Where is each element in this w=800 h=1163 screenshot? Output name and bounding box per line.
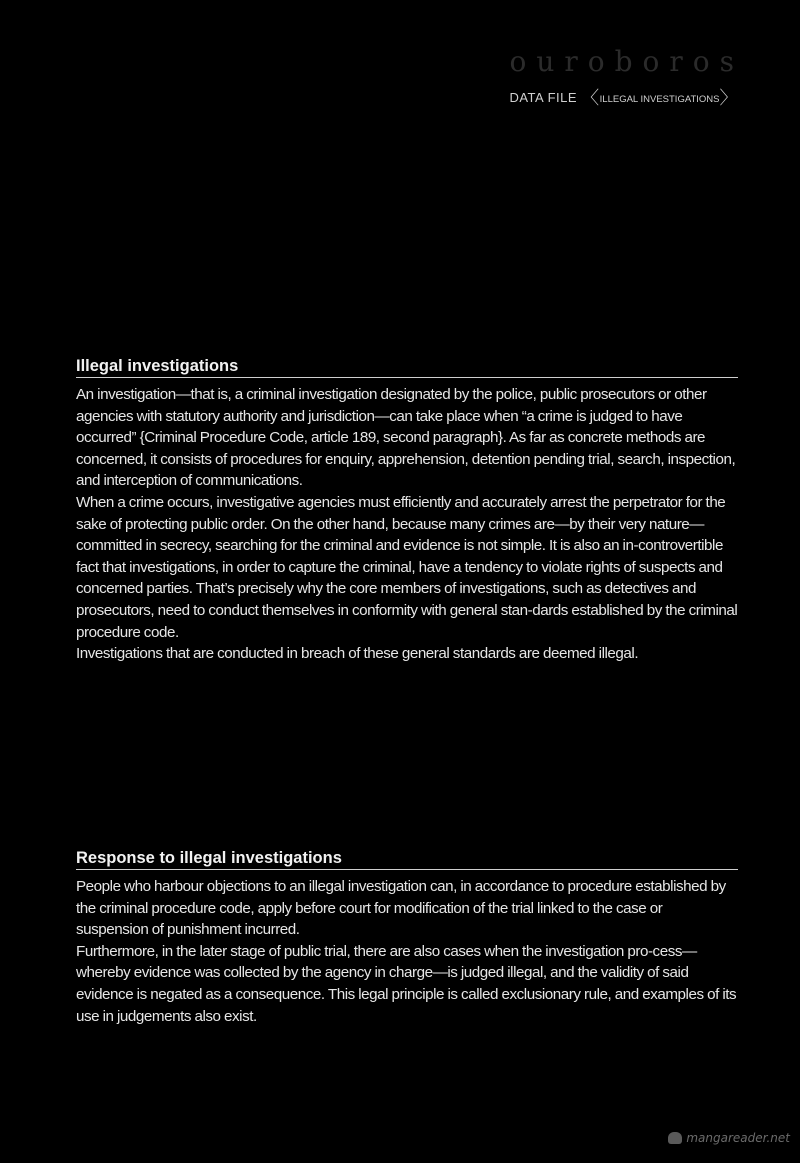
series-logo: ouroboros — [509, 45, 744, 78]
paragraph: Furthermore, in the later stage of public trial, there are also cases when the investigation pro-cess—whereby evidence was collected by the agency in charge—is judged illegal, and the validity of said evidence is negated as a consequence. This legal principle is called exclusionary rule, and examples of its use in judgements also exist. — [76, 942, 737, 1025]
watermark — [668, 1131, 790, 1145]
bracket-right: 〉 — [719, 88, 738, 108]
page-header — [509, 45, 744, 110]
paragraph: An investigation—that is, a criminal investigation designated by the police, public prosecutors or other agencies with statutory authority and jurisdiction—can take place when “a crime is judged to have occurred” {Criminal Procedure Code, article 189, second paragraph}. As far as concrete methods are concerned, it consists of procedures for enquiry, apprehension, detention pending trial, search, inspection, and interception of communications. — [76, 386, 736, 490]
watermark-text: mangareader.net — [686, 1131, 790, 1145]
section-title: Illegal investigations — [76, 356, 738, 378]
mascot-icon — [668, 1132, 682, 1144]
data-file-main: DATA FILE — [509, 90, 578, 105]
bracket-left: 〈 — [581, 88, 600, 108]
section-response-to-illegal-investigations — [76, 848, 738, 1027]
paragraph: People who harbour objections to an illegal investigation can, in accordance to procedure established by the criminal procedure code, apply before court for modification of the trial linked to the case or suspension of punishment incurred. — [76, 878, 726, 939]
data-file-subject: ILLEGAL INVESTIGATIONS — [599, 94, 720, 105]
paragraph: When a crime occurs, investigative agencies must efficiently and accurately arrest the perpetrator for the sake of protecting public order. On the other hand, because many crimes are—by their very nature—committed in secrecy, searching for the criminal and evidence is not simple. It is also an in-controvertible fact that investigations, in order to capture the criminal, have a tendency to violate rights of suspects and concerned parties. That’s precisely why the core members of investigations, such as detectives and prosecutors, need to conduct themselves in conformity with general stan-dards established by the criminal procedure code. — [76, 493, 738, 641]
section-illegal-investigations — [76, 356, 738, 665]
paragraph: Investigations that are conducted in breach of these general standards are deemed illegal. — [76, 645, 639, 663]
section-title: Response to illegal investigations — [76, 848, 738, 870]
data-file-label — [509, 84, 738, 110]
